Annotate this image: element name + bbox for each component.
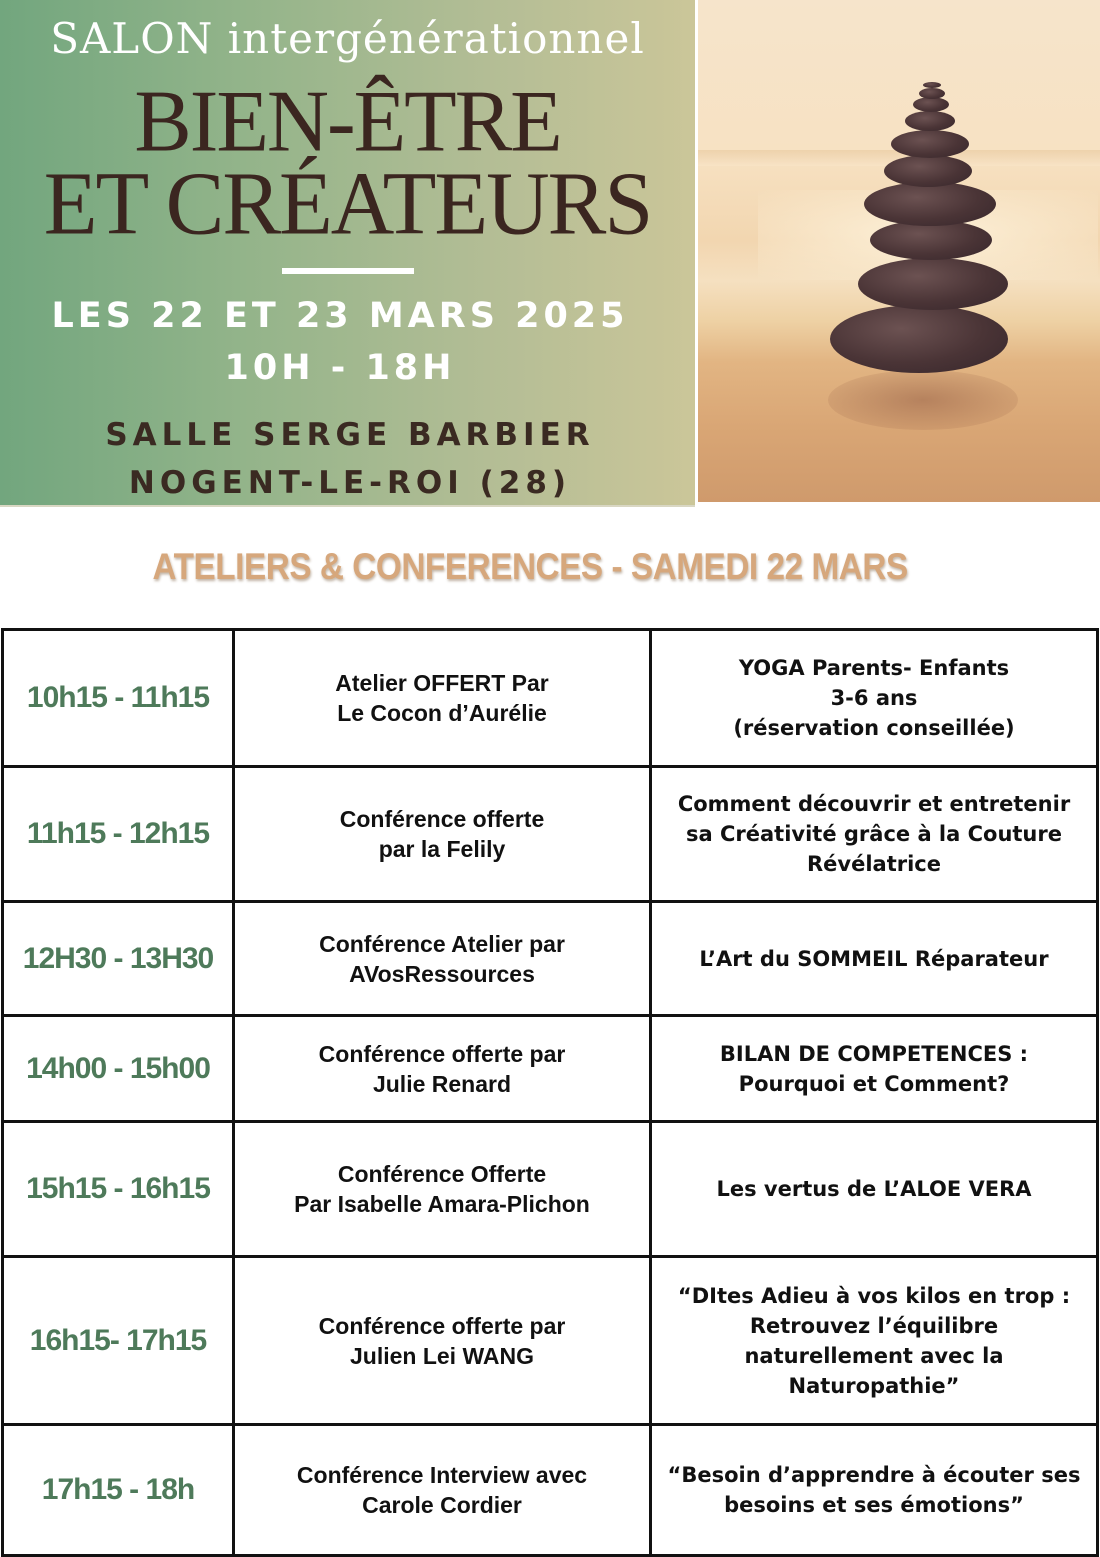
table-row [3,767,1098,902]
topic-line: BILAN DE COMPETENCES : [719,1041,1029,1066]
stone-icon [830,305,1008,373]
event-title-line-2: ET CRÉATEURS [43,155,652,254]
stacked-stones-photo [698,0,1100,502]
speaker-line: Le Cocon d’Aurélie [337,700,547,726]
stone-icon [923,82,941,88]
speaker-line: Atelier OFFERT Par [335,670,549,696]
time-slot: 12H30 - 13H30 [3,902,234,1016]
speaker-line: Conférence offerte par [318,1040,566,1067]
topic-line: (réservation conseillée) [733,716,1015,740]
time-slot: 11h15 - 12h15 [3,767,234,902]
topic-cell [651,767,1098,902]
topic-line: naturellement avec la [744,1343,1004,1368]
section-title: ATELIERS & CONFERENCES - SAMEDI 22 MARS [152,546,908,587]
speaker-line: Conférence offerte par [318,1312,566,1339]
speaker-line: Conférence offerte [339,806,545,832]
topic-cell [651,1257,1098,1425]
table-row [3,630,1098,767]
speaker-line: AVosRessources [349,960,535,987]
topic-line: sa Créativité grâce à la Couture [686,822,1062,846]
topic-cell [651,1122,1098,1257]
stone-icon [884,155,972,187]
topic-line: YOGA Parents- Enfants [738,656,1010,680]
topic-line: Révélatrice [807,852,941,876]
speaker-cell [234,630,651,767]
speaker-cell [234,902,651,1016]
venue-city: NOGENT-LE-ROI (28) [128,465,572,501]
topic-cell [651,1425,1098,1556]
speaker-cell [234,1122,651,1257]
table-row [3,1122,1098,1257]
table-row [3,902,1098,1016]
table-row [3,1425,1098,1556]
speaker-line: Conférence Offerte [337,1161,547,1187]
stone-icon [913,97,949,112]
topic-cell [651,630,1098,767]
topic-line: “Besoin d’apprendre à écouter ses [667,1463,1081,1487]
topic-line: “DItes Adieu à vos kilos en trop : [677,1283,1071,1308]
speaker-cell [234,1425,651,1556]
venue-name: SALLE SERGE BARBIER [105,417,595,453]
time-slot: 16h15- 17h15 [3,1257,234,1425]
schedule-table [1,628,1099,1557]
stone-icon [870,220,992,260]
speaker-line: Julie Renard [372,1070,512,1097]
speaker-cell [234,1016,651,1122]
time-slot: 10h15 - 11h15 [3,630,234,767]
topic-line: besoins et ses émotions” [724,1493,1024,1517]
stone-icon [919,88,945,99]
stone-icon [864,182,996,226]
topic-line: Naturopathie” [788,1373,960,1398]
topic-line: 3-6 ans [830,686,918,710]
title-divider [282,268,414,274]
speaker-line: Julien Lei WANG [349,1342,535,1369]
header-panel [0,0,695,507]
topic-line: Pourquoi et Comment? [738,1071,1010,1096]
event-title-line-1: BIEN-ÊTRE [134,72,561,170]
topic-cell [651,902,1098,1016]
event-hours: 10H - 18H [224,348,456,388]
stone-icon [891,130,969,158]
topic-line: L’Art du SOMMEIL Réparateur [699,946,1049,971]
stone-icon [858,258,1008,310]
topic-line: Retrouvez l’équilibre [749,1313,999,1338]
time-slot: 14h00 - 15h00 [3,1016,234,1122]
stone-icon [905,111,955,131]
speaker-cell [234,767,651,902]
speaker-cell [234,1257,651,1425]
speaker-line: Conférence Interview avec [296,1462,588,1488]
salon-label: SALON intergénérationnel [50,14,645,63]
table-row [3,1016,1098,1122]
speaker-line: Conférence Atelier par [319,930,565,957]
topic-cell [651,1016,1098,1122]
speaker-line: Carole Cordier [362,1492,522,1518]
time-slot: 17h15 - 18h [3,1425,234,1556]
table-row [3,1257,1098,1425]
topic-line: Comment découvrir et entretenir [677,792,1071,816]
speaker-line: par la Felily [378,836,506,862]
event-dates: LES 22 ET 23 MARS 2025 [51,296,629,336]
topic-line: Les vertus de L’ALOE VERA [716,1177,1032,1201]
time-slot: 15h15 - 16h15 [3,1122,234,1257]
stone-shadow [828,370,1018,430]
speaker-line: Par Isabelle Amara-Plichon [294,1191,590,1217]
